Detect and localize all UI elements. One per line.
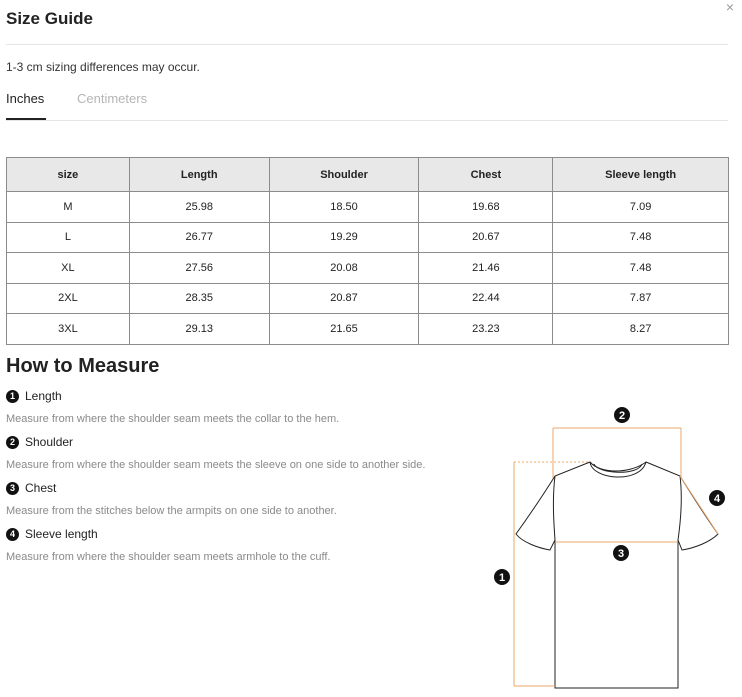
number-1-icon [494, 569, 510, 585]
page-title: Size Guide [6, 9, 93, 28]
header-shoulder: Shoulder [269, 158, 419, 192]
cell-length: 27.56 [129, 253, 269, 284]
table-row [7, 253, 729, 284]
number-3-icon [613, 545, 629, 561]
measure-item-desc: Measure from the stitches below the armpits on one side to another. [6, 505, 337, 517]
cell-shoulder: 21.65 [269, 314, 419, 345]
cell-sleeve-length: 7.87 [553, 283, 729, 314]
header-chest: Chest [419, 158, 553, 192]
active-tab-indicator [6, 118, 46, 120]
diagram-label-2: 2 [618, 410, 626, 422]
cell-size: M [7, 192, 130, 223]
number-4-icon: 4 [6, 528, 19, 541]
measure-item-chest [6, 481, 56, 495]
table-header-row [7, 158, 729, 192]
cell-length: 26.77 [129, 222, 269, 253]
tshirt-measurement-diagram [480, 400, 730, 692]
cell-sleeve-length: 7.09 [553, 192, 729, 223]
table-row [7, 314, 729, 345]
how-to-measure-title: How to Measure [6, 355, 160, 377]
measure-item-shoulder [6, 435, 73, 449]
cell-chest: 23.23 [419, 314, 553, 345]
cell-chest: 21.46 [419, 253, 553, 284]
close-icon[interactable]: × [725, 0, 734, 15]
cell-length: 29.13 [129, 314, 269, 345]
diagram-label-1: 1 [498, 572, 506, 584]
cell-size: XL [7, 253, 130, 284]
measure-item-desc: Measure from where the shoulder seam meets the collar to the hem. [6, 413, 340, 425]
cell-chest: 20.67 [419, 222, 553, 253]
number-2-icon: 2 [6, 436, 19, 449]
cell-length: 25.98 [129, 192, 269, 223]
cell-chest: 22.44 [419, 283, 553, 314]
measure-item-title: Sleeve length [25, 527, 98, 541]
cell-shoulder: 18.50 [269, 192, 419, 223]
diagram-label-4: 4 [713, 493, 721, 505]
cell-sleeve-length: 7.48 [553, 222, 729, 253]
cell-shoulder: 20.08 [269, 253, 419, 284]
unit-tabs [6, 90, 728, 121]
cell-length: 28.35 [129, 283, 269, 314]
number-4-icon [709, 490, 725, 506]
tab-centimeters[interactable]: Centimeters [77, 91, 148, 106]
cell-shoulder: 19.29 [269, 222, 419, 253]
cell-sleeve-length: 7.48 [553, 253, 729, 284]
cell-size: L [7, 222, 130, 253]
cell-sleeve-length: 8.27 [553, 314, 729, 345]
measure-item-desc: Measure from where the shoulder seam meets armhole to the cuff. [6, 551, 331, 563]
table-row [7, 192, 729, 223]
divider [6, 44, 728, 45]
cell-chest: 19.68 [419, 192, 553, 223]
cell-size: 2XL [7, 283, 130, 314]
cell-shoulder: 20.87 [269, 283, 419, 314]
header-size: size [7, 158, 130, 192]
number-1-icon: 1 [6, 390, 19, 403]
number-3-icon: 3 [6, 482, 19, 495]
cell-size: 3XL [7, 314, 130, 345]
sizing-note: 1-3 cm sizing differences may occur. [6, 60, 200, 74]
tab-inches[interactable]: Inches [6, 91, 45, 106]
header-sleeve-length: Sleeve length [553, 158, 729, 192]
measure-item-title: Shoulder [25, 435, 74, 449]
measure-item-title: Length [25, 389, 62, 403]
measure-item-title: Chest [25, 481, 57, 495]
table-row [7, 222, 729, 253]
measure-item-desc: Measure from where the shoulder seam meets the sleeve on one side to another side. [6, 459, 426, 471]
size-table [6, 157, 729, 345]
diagram-label-3: 3 [617, 548, 625, 560]
header-length: Length [129, 158, 269, 192]
table-row [7, 283, 729, 314]
tshirt-outline-icon [516, 462, 718, 688]
measure-item-length [6, 389, 62, 403]
measure-item-sleeve-length [6, 527, 98, 541]
number-2-icon [614, 407, 630, 423]
